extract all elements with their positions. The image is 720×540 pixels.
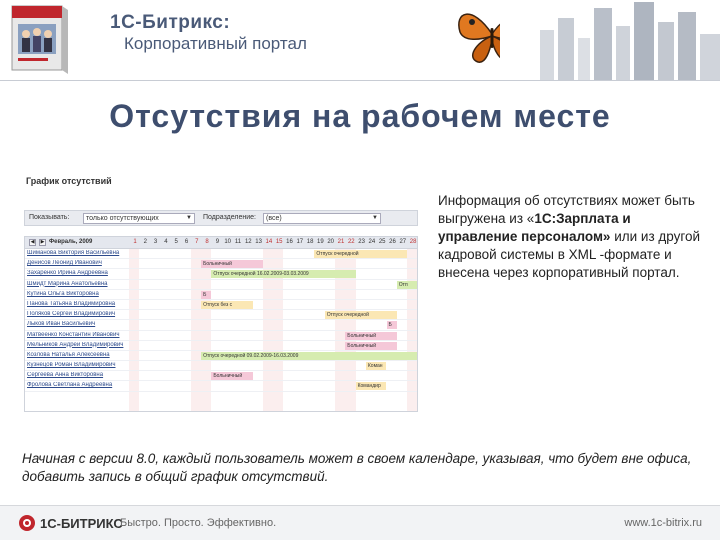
table-row <box>25 300 418 310</box>
table-row <box>25 280 418 290</box>
dept-filter-select[interactable] <box>263 213 381 224</box>
employee-rows <box>25 249 418 392</box>
employee-name-link[interactable]: Мельников Андрей Владимирович <box>27 341 124 348</box>
day-number: 11 <box>234 239 242 245</box>
product-box-icon <box>8 4 70 74</box>
filter-bar <box>24 210 418 226</box>
table-row <box>25 381 418 391</box>
brand-title: 1С-Битрикс: <box>110 12 231 33</box>
day-number: 3 <box>153 239 158 245</box>
absence-bar[interactable]: Б <box>387 321 397 329</box>
day-number: 23 <box>358 239 365 245</box>
day-number: 17 <box>296 239 304 245</box>
absence-bar[interactable]: Больничный <box>345 332 397 340</box>
employee-name-link[interactable]: Денисов Леонид Иванович <box>27 260 102 267</box>
day-number: 18 <box>306 239 314 245</box>
table-row <box>25 259 418 269</box>
chevron-down-icon: ▼ <box>186 215 192 221</box>
absence-bar[interactable]: Больничный <box>201 260 263 268</box>
absence-bar[interactable]: Командир <box>356 382 387 390</box>
employee-name-link[interactable]: Матвеенко Константин Иванович <box>27 331 120 338</box>
day-number: 24 <box>368 239 376 245</box>
header <box>0 0 720 80</box>
employee-name-link[interactable]: Захаренко Ирина Андреевна <box>27 270 108 277</box>
employee-name-link[interactable]: Панова Татьяна Владимировна <box>27 300 116 307</box>
day-number: 6 <box>184 239 189 245</box>
footer-logo-text: 1С-БИТРИКС <box>40 516 123 531</box>
absence-chart-screenshot <box>22 172 420 416</box>
employee-name-link[interactable]: Кузнецов Роман Владимирович <box>27 362 116 369</box>
day-number: 19 <box>317 239 324 245</box>
footer-url[interactable]: www.1c-bitrix.ru <box>624 517 702 529</box>
day-numbers <box>129 239 418 248</box>
chevron-down-icon: ▼ <box>372 215 378 221</box>
export-description-part1: Информация об отсутствиях может быть выгружена из « <box>438 193 695 226</box>
day-number: 25 <box>378 239 386 245</box>
day-number: 2 <box>143 239 147 245</box>
employee-name-link[interactable]: Кутина Ольга Викторовна <box>27 290 99 297</box>
absence-bar[interactable]: Отпуск без с <box>201 301 253 309</box>
prev-month-icon[interactable]: ◀ <box>30 239 35 245</box>
show-filter-select[interactable] <box>83 213 195 224</box>
day-number: 9 <box>215 239 220 245</box>
day-number: 12 <box>244 239 252 245</box>
day-number: 14 <box>265 239 273 245</box>
absence-bar[interactable]: Отпуск очередной 16.02.2009-03.03.2009 <box>211 270 355 278</box>
day-number: 1 <box>133 239 137 245</box>
employee-name-link[interactable]: Поляков Сергей Владимирович <box>27 311 116 318</box>
export-description-part2: или из другой кадровой системы в XML -формате и внесена через корпоративный портал. <box>438 229 701 280</box>
day-number: 8 <box>205 239 209 245</box>
table-row <box>25 249 418 259</box>
employee-name-link[interactable]: Лыков Иван Васильевич <box>27 321 96 328</box>
day-number: 16 <box>286 239 293 245</box>
next-month-icon[interactable]: ▶ <box>40 239 45 245</box>
header-divider <box>0 80 720 81</box>
brand-subtitle: Корпоративный портал <box>124 34 307 53</box>
day-number: 4 <box>164 239 168 245</box>
footer-slogan: Быстро. Просто. Эффективно. <box>120 517 277 529</box>
absence-bar[interactable]: Отп <box>397 281 418 289</box>
bitrix-logo-icon <box>18 514 36 532</box>
day-number: 20 <box>327 239 335 245</box>
export-description <box>438 192 708 282</box>
show-filter-label: Показывать: <box>29 214 70 221</box>
table-row <box>25 331 418 341</box>
absence-bar[interactable]: Коман <box>366 362 387 370</box>
day-number: 21 <box>337 239 345 245</box>
absence-bar[interactable]: Отпуск очередной 09.02.2009-16.03.2009 <box>201 352 417 360</box>
employee-name-link[interactable]: Шиманова Виктория Васильевна <box>27 250 120 256</box>
grid-header <box>25 237 418 249</box>
absence-chart-title: График отсутствий <box>26 176 112 186</box>
month-label: Февраль, 2009 <box>49 239 93 245</box>
absence-grid <box>24 236 418 412</box>
table-row <box>25 310 418 320</box>
table-row <box>25 371 418 381</box>
table-row <box>25 290 418 300</box>
day-number: 22 <box>347 239 355 245</box>
absence-bar[interactable]: Отпуск очередной <box>314 250 407 258</box>
show-filter-value: только отсутствующих <box>86 215 159 222</box>
day-number: 15 <box>275 239 283 245</box>
table-row <box>25 320 418 330</box>
day-number: 27 <box>399 239 407 245</box>
city-skyline-icon <box>500 0 720 80</box>
day-number: 28 <box>409 239 417 245</box>
employee-name-link[interactable]: Козлова Наталья Алексеевна <box>27 351 110 358</box>
dept-filter-label: Подразделение: <box>203 214 256 221</box>
dept-filter-value: (все) <box>266 215 282 222</box>
footer <box>0 505 720 540</box>
absence-bar[interactable]: Отпуск очередной <box>325 311 397 319</box>
employee-name-link[interactable]: Сергеева Анна Викторовна <box>27 372 104 379</box>
day-number: 13 <box>255 239 262 245</box>
day-number: 10 <box>224 239 232 245</box>
table-row <box>25 269 418 279</box>
table-row <box>25 351 418 361</box>
day-number: 26 <box>389 239 396 245</box>
employee-name-link[interactable]: Фролова Светлана Андреевна <box>27 382 113 389</box>
slide-title: Отсутствия на рабочем месте <box>109 98 611 134</box>
export-description-bold: 1С:Зарплата и управление персоналом» <box>438 211 631 244</box>
absence-bar[interactable]: Больничный <box>345 342 397 350</box>
version-note: Начиная с версии 8.0, каждый пользователь может в своем календаре, указывая, что будет вне офиса, добавить запись в общий график отсутствий. <box>22 451 692 484</box>
absence-bar[interactable]: Б <box>201 291 211 299</box>
table-row <box>25 361 418 371</box>
absence-bar[interactable]: Больничный <box>211 372 252 380</box>
employee-name-link[interactable]: Шмидт Марина Анатольевна <box>27 280 108 287</box>
table-row <box>25 341 418 351</box>
day-number: 5 <box>174 239 178 245</box>
day-number: 7 <box>195 239 199 245</box>
